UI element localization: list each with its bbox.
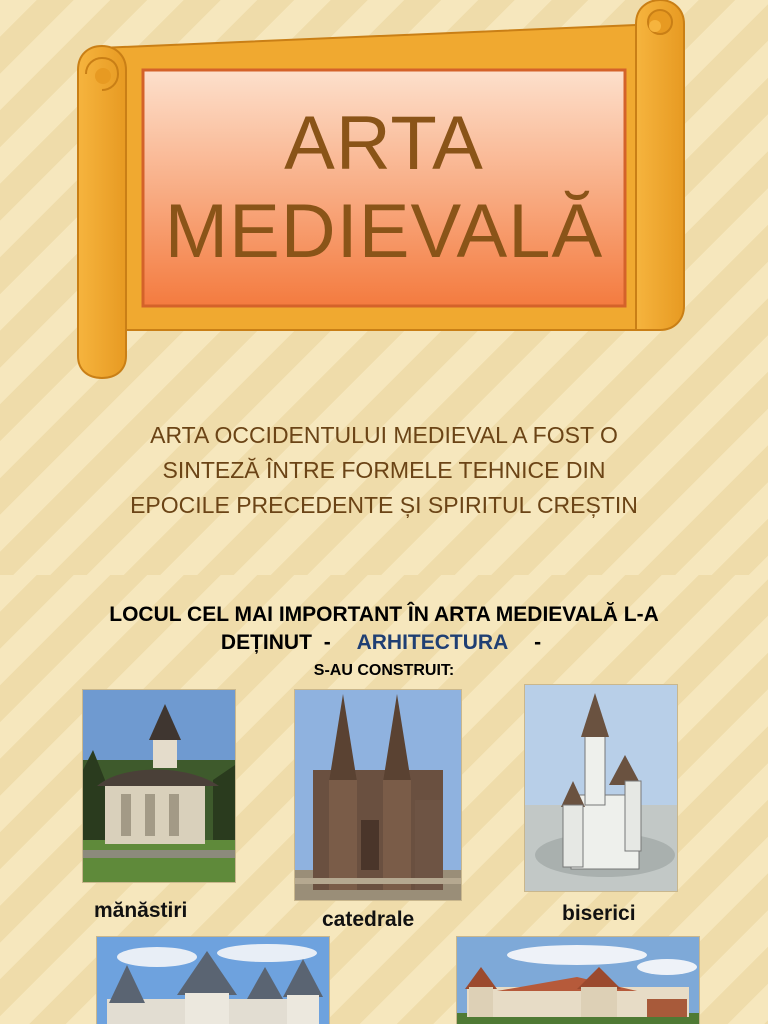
subtitle-line-2: SINTEZĂ ÎNTRE FORMELE TEHNICE DIN bbox=[162, 457, 606, 483]
caption-cathedrals: catedrale bbox=[322, 908, 415, 931]
subtitle-line-1: ARTA OCCIDENTULUI MEDIEVAL A FOST O bbox=[150, 422, 618, 448]
built-label: S-AU CONSTRUIT: bbox=[313, 662, 455, 679]
heading-dash-right: - bbox=[534, 631, 542, 654]
cathedral-photo bbox=[294, 689, 462, 901]
slide-heading bbox=[20, 601, 748, 657]
title-box bbox=[143, 70, 625, 306]
subtitle bbox=[84, 418, 684, 523]
monastery-photo bbox=[82, 689, 236, 883]
title-line-2: MEDIEVALĂ bbox=[164, 189, 604, 274]
heading-accent: ARHITECTURA bbox=[356, 631, 509, 654]
heading-line-2 bbox=[20, 629, 748, 657]
fortress-photo bbox=[456, 936, 700, 1024]
castle-photo bbox=[96, 936, 330, 1024]
subtitle-line-3: EPOCILE PRECEDENTE ȘI SPIRITUL CREȘTIN bbox=[130, 492, 638, 518]
caption-monasteries: mănăstiri bbox=[94, 899, 188, 922]
caption-churches: biserici bbox=[562, 902, 636, 925]
heading-prefix: DEȚINUT bbox=[220, 631, 312, 654]
church-photo bbox=[524, 684, 678, 892]
architecture-slide bbox=[0, 575, 768, 1024]
title-line-1: ARTA bbox=[284, 101, 484, 186]
heading-dash-left: - bbox=[323, 631, 331, 654]
heading-line-1: LOCUL CEL MAI IMPORTANT ÎN ARTA MEDIEVALĂ L-A bbox=[109, 603, 659, 626]
